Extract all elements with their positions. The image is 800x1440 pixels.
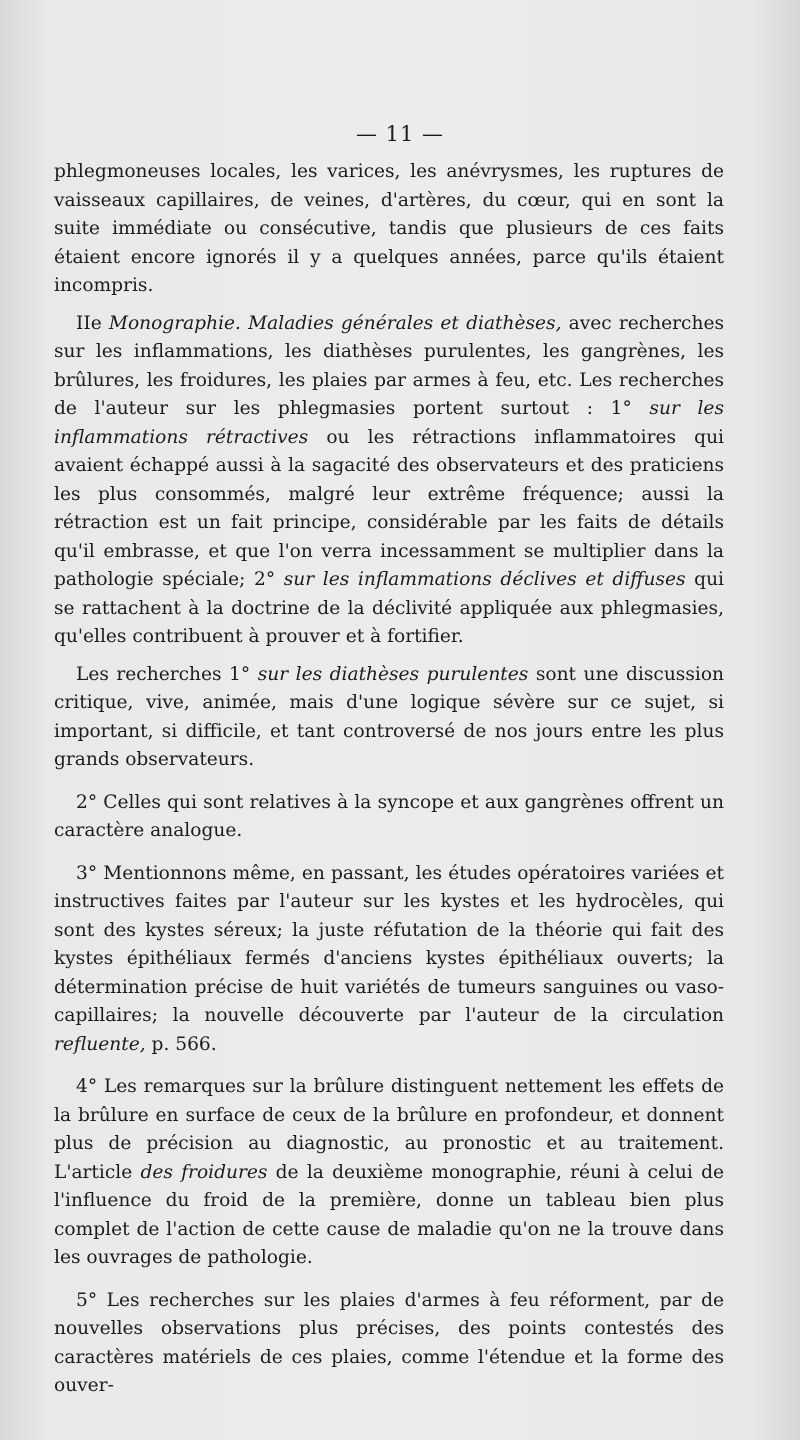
paragraph-continuation: phlegmoneuses locales, les varices, les anévrysmes, les ruptures de vaisseaux capillaires, de veines, d'artères, du cœur, qui en sont la suite immédiate ou consécutive, tandis que plusieurs de ces faits étaient encore ignorés il y a quelques années, parce qu'ils étaient incompris. <box>54 161 724 296</box>
paragraph-text: avec recherches sur les inflammations, les diathèses purulentes, les gangrènes, les brûlures, les froidures, les plaies par armes à feu, etc. Les recherches de l'auteur sur les phlegmasies portent surtout : 1° <box>54 312 724 419</box>
section-heading: Monographie. Maladies générales et diathèses, <box>108 312 562 334</box>
paragraph-syncope: 2° Celles qui sont relatives à la syncope et aux gangrènes offrent un caractère analogue. <box>54 791 724 841</box>
paragraph-kystes <box>54 860 724 1060</box>
paragraph-text: 3° Mentionnons même, en passant, les études opératoires variées et instructives faites par l'auteur sur les kystes et les hydrocèles, qui sont des kystes séreux; la juste réfutation de la théorie qui fait des kystes épithéliaux fermés d'anciens kystes épithéliaux ouverts; la détermination précise de huit variétés de tumeurs sanguines ou vaso-capillaires; la nouvelle découverte par l'auteur de la circulation <box>54 862 724 1026</box>
italic-term: sur les inflammations déclives et diffuses <box>275 569 686 590</box>
paragraph-text: 4° Les remarques sur la brûlure distinguent nettement les effets de la brûlure en surface de ceux de la brûlure en profondeur, et donnent plus de précision au diagnostic, au pronostic et au traitement. L'article <box>54 1076 724 1183</box>
italic-term: refluente, <box>54 1033 146 1055</box>
paragraph-text: ou les rétractions inflammatoires qui avaient échappé aussi à la sagacité des observateurs et des praticiens les plus consommés, malgré leur extrême fréquence; aussi la rétraction est un fait principe, considérable par les faits de détails qu'il embrasse, et que l'on verra incessamment se multiplier dans la pathologie spéciale; 2° <box>54 426 724 590</box>
paragraph-text: qui se rattachent à la doctrine de la déclivité appliquée aux phlegmasies, qu'elles contribuent à prouver et à fortifier. <box>54 569 724 647</box>
page-number: — 11 — <box>355 122 445 146</box>
paragraph-plaies: 5° Les recherches sur les plaies d'armes à feu réforment, par de nouvelles observations plus précises, des points contestés des caractères matériels de ces plaies, comme l'étendue et la forme des ouver- <box>54 1289 724 1396</box>
paragraph-text: sont une discussion critique, vive, animée, mais d'une logique sévère sur ce sujet, si important, si difficile, et tant controversé de nos jours entre les plus grands observateurs. <box>54 663 724 770</box>
body-text <box>54 158 724 1410</box>
paragraph-diatheses <box>54 661 724 775</box>
section-number: IIe <box>76 312 102 334</box>
paragraph-monographie <box>54 310 724 652</box>
paragraph-text: Les recherches 1° <box>76 663 251 685</box>
italic-term: sur les inflammations rétractives <box>54 398 724 448</box>
paragraph-brulure <box>54 1073 724 1273</box>
italic-term: sur les diathèses purulentes <box>250 663 529 685</box>
italic-term: des froidures <box>132 1161 268 1183</box>
paragraph-text: de la deuxième monographie, réuni à celui de l'influence du froid de la première, donne un tableau bien plus complet de l'action de cette cause de maladie qu'on ne la trouve dans les ouvrages de pathologie. <box>54 1161 724 1268</box>
paragraph-text: p. 566. <box>145 1033 217 1055</box>
